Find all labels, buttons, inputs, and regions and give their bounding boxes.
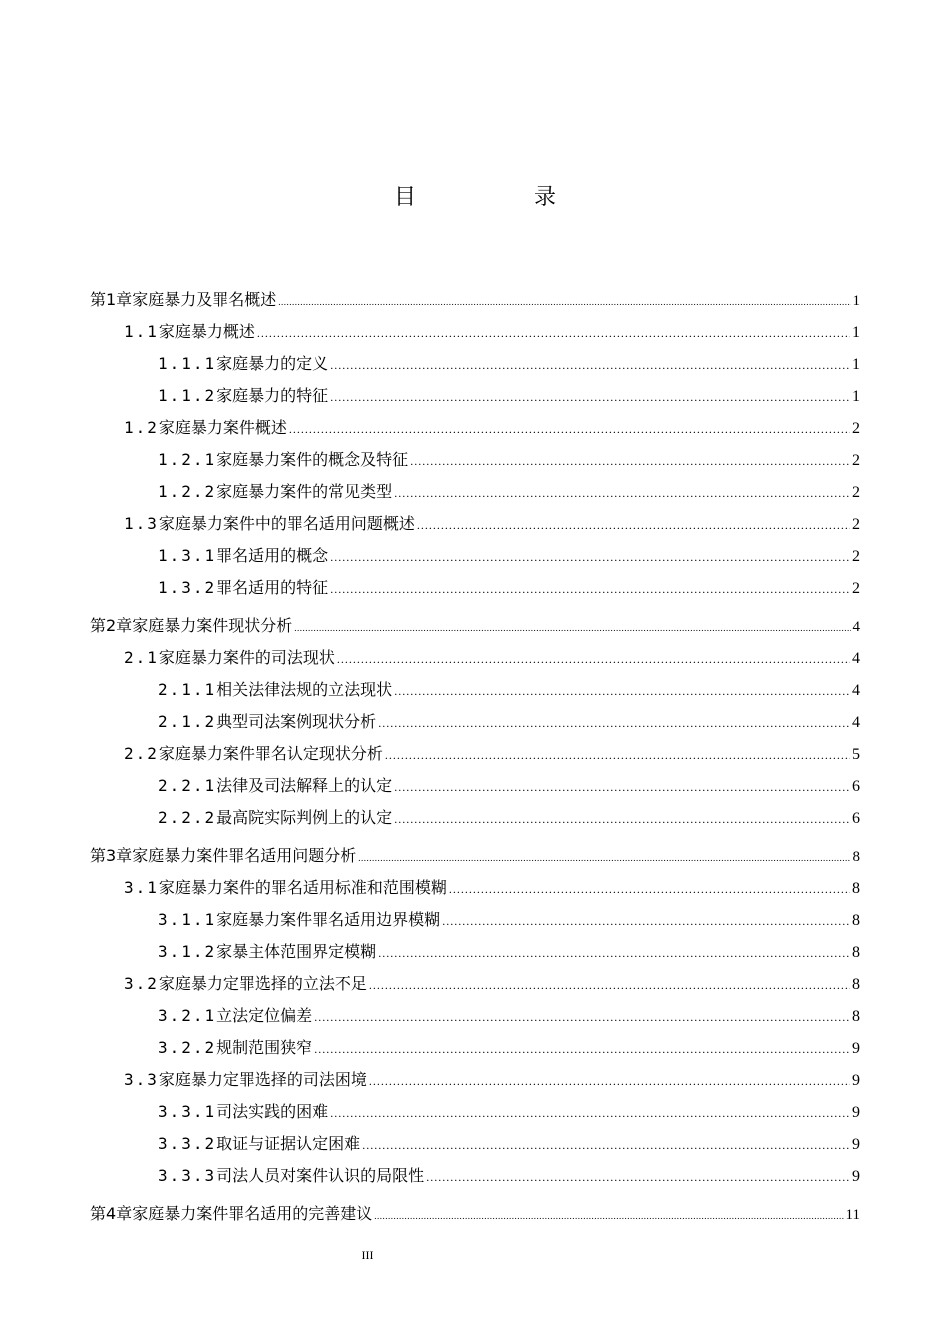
toc-page-number: 2 xyxy=(852,452,860,469)
toc-dot-leader xyxy=(394,675,850,707)
toc-entry-title: 家庭暴力概述 xyxy=(158,322,255,341)
toc-section-entry[interactable] xyxy=(90,508,860,540)
toc-dot-leader xyxy=(385,739,850,771)
toc-entry-number: 第4章 xyxy=(90,1204,133,1223)
toc-entry-number: 2.2.2 xyxy=(158,808,217,827)
toc-subsection-entry[interactable] xyxy=(90,1032,860,1064)
toc-dot-leader xyxy=(314,1033,850,1065)
toc-entry-number: 2.2 xyxy=(124,744,159,763)
toc-dot-leader xyxy=(378,707,850,739)
toc-section-entry[interactable] xyxy=(90,738,860,770)
toc-subsection-entry[interactable] xyxy=(90,674,860,706)
toc-dot-leader xyxy=(337,643,850,675)
toc-page-number: 8 xyxy=(852,976,860,993)
toc-dot-leader xyxy=(426,1161,850,1193)
toc-section-entry[interactable] xyxy=(90,642,860,674)
toc-subsection-entry[interactable] xyxy=(90,1096,860,1128)
toc-entry-title: 家暴主体范围界定模糊 xyxy=(216,942,377,961)
toc-page-number: 4 xyxy=(852,650,860,667)
toc-page-number: 9 xyxy=(852,1104,860,1121)
toc-subsection-entry[interactable] xyxy=(90,444,860,476)
toc-entry-title: 家庭暴力案件的概念及特征 xyxy=(216,450,409,469)
toc-dot-leader xyxy=(278,286,850,318)
toc-entry-number: 1.2 xyxy=(124,418,159,437)
toc-subsection-entry[interactable] xyxy=(90,348,860,380)
toc-entry-title: 家庭暴力案件中的罪名适用问题概述 xyxy=(158,514,415,533)
toc-dot-leader xyxy=(330,573,850,605)
toc-subsection-entry[interactable] xyxy=(90,380,860,412)
toc-entry-title: 规制范围狭窄 xyxy=(216,1038,313,1057)
toc-subsection-entry[interactable] xyxy=(90,802,860,834)
toc-entry-number: 1.1.1 xyxy=(158,354,217,373)
toc-dot-leader xyxy=(442,905,850,937)
toc-entry-number: 2.1.2 xyxy=(158,712,217,731)
toc-entry-title: 相关法律法规的立法现状 xyxy=(216,680,393,699)
toc-entry-title: 家庭暴力案件罪名认定现状分析 xyxy=(158,744,383,763)
toc-page-number: 4 xyxy=(852,619,860,635)
toc-page-number: 8 xyxy=(852,912,860,929)
toc-dot-leader xyxy=(374,1200,843,1232)
toc-entry-number: 1.1 xyxy=(124,322,159,341)
toc-entry-number: 1.2.2 xyxy=(158,482,217,501)
toc-dot-leader xyxy=(369,969,850,1001)
toc-entry-title: 家庭暴力案件的司法现状 xyxy=(158,648,335,667)
toc-page-number: 9 xyxy=(852,1136,860,1153)
toc-entry-number: 2.1 xyxy=(124,648,159,667)
toc-dot-leader xyxy=(358,842,850,874)
toc-entry-number: 1.1.2 xyxy=(158,386,217,405)
toc-entry-title: 罪名适用的概念 xyxy=(216,546,329,565)
toc-page-number: 8 xyxy=(852,1008,860,1025)
toc-subsection-entry[interactable] xyxy=(90,706,860,738)
toc-dot-leader xyxy=(369,1065,850,1097)
toc-page-number: 1 xyxy=(852,356,860,373)
toc-dot-leader xyxy=(289,413,850,445)
toc-subsection-entry[interactable] xyxy=(90,770,860,802)
toc-entry-number: 3.1.2 xyxy=(158,942,217,961)
toc-entry-title: 家庭暴力定罪选择的立法不足 xyxy=(158,974,367,993)
toc-dot-leader xyxy=(417,509,850,541)
toc-dot-leader xyxy=(330,381,850,413)
toc-dot-leader xyxy=(314,1001,850,1033)
toc-page-number: 2 xyxy=(852,516,860,533)
toc-entry-title: 家庭暴力的定义 xyxy=(216,354,329,373)
toc-entry-title: 家庭暴力的特征 xyxy=(216,386,329,405)
toc-dot-leader xyxy=(394,771,850,803)
toc-dot-leader xyxy=(330,541,850,573)
toc-dot-leader xyxy=(362,1129,850,1161)
toc-entry-title: 家庭暴力及罪名概述 xyxy=(132,290,277,309)
page-title: 目 录 xyxy=(393,185,604,210)
toc-page-number: 2 xyxy=(852,484,860,501)
toc-chapter-entry[interactable] xyxy=(90,610,860,642)
toc-entry-title: 家庭暴力案件的罪名适用标准和范围模糊 xyxy=(158,878,447,897)
toc-entry-number: 2.2.1 xyxy=(158,776,217,795)
toc-entry-number: 3.1 xyxy=(124,878,159,897)
toc-page-number: 11 xyxy=(845,1207,860,1223)
toc-subsection-entry[interactable] xyxy=(90,540,860,572)
toc-chapter-entry[interactable] xyxy=(90,1198,860,1230)
toc-section-entry[interactable] xyxy=(90,412,860,444)
toc-chapter-entry[interactable] xyxy=(90,840,860,872)
toc-entry-title: 家庭暴力案件的常见类型 xyxy=(216,482,393,501)
toc-page-number: 2 xyxy=(852,548,860,565)
toc-page-number: 4 xyxy=(852,714,860,731)
toc-subsection-entry[interactable] xyxy=(90,1128,860,1160)
toc-section-entry[interactable] xyxy=(90,968,860,1000)
toc-entry-title: 罪名适用的特征 xyxy=(216,578,329,597)
toc-subsection-entry[interactable] xyxy=(90,1000,860,1032)
toc-dot-leader xyxy=(294,612,850,644)
toc-entry-number: 第1章 xyxy=(90,290,133,309)
toc-dot-leader xyxy=(257,317,850,349)
toc-page-number: 2 xyxy=(852,580,860,597)
toc-entry-number: 3.3.1 xyxy=(158,1102,217,1121)
toc-chapter-entry[interactable] xyxy=(90,284,860,316)
toc-dot-leader xyxy=(394,477,850,509)
toc-entry-number: 3.3 xyxy=(124,1070,159,1089)
page-footer-number: III xyxy=(361,1248,374,1262)
toc-entry-title: 家庭暴力案件概述 xyxy=(158,418,287,437)
toc-entry-number: 第3章 xyxy=(90,846,133,865)
toc-entry-title: 家庭暴力案件罪名适用问题分析 xyxy=(132,846,357,865)
toc-dot-leader xyxy=(378,937,850,969)
toc-entry-title: 最高院实际判例上的认定 xyxy=(216,808,393,827)
toc-entry-number: 2.1.1 xyxy=(158,680,217,699)
toc-page-number: 1 xyxy=(852,388,860,405)
toc-page-number: 8 xyxy=(852,944,860,961)
toc-dot-leader xyxy=(394,803,850,835)
toc-page-number: 5 xyxy=(852,746,860,763)
toc-page-number: 9 xyxy=(852,1072,860,1089)
toc-subsection-entry[interactable] xyxy=(90,572,860,604)
toc-dot-leader xyxy=(330,1097,850,1129)
toc-section-entry[interactable] xyxy=(90,316,860,348)
toc-entry-number: 1.3.2 xyxy=(158,578,217,597)
toc-subsection-entry[interactable] xyxy=(90,936,860,968)
toc-entry-title: 取证与证据认定困难 xyxy=(216,1134,361,1153)
toc-entry-title: 司法人员对案件认识的局限性 xyxy=(216,1166,425,1185)
toc-dot-leader xyxy=(330,349,850,381)
toc-entry-title: 家庭暴力案件罪名适用边界模糊 xyxy=(216,910,441,929)
toc-page-number: 9 xyxy=(852,1040,860,1057)
toc-page-number: 2 xyxy=(852,420,860,437)
toc-page-number: 9 xyxy=(852,1168,860,1185)
toc-entry-title: 家庭暴力案件罪名适用的完善建议 xyxy=(132,1204,373,1223)
toc-page-number: 1 xyxy=(852,324,860,341)
toc-subsection-entry[interactable] xyxy=(90,904,860,936)
toc-page-number: 4 xyxy=(852,682,860,699)
toc-entry-title: 法律及司法解释上的认定 xyxy=(216,776,393,795)
toc-entry-number: 1.3 xyxy=(124,514,159,533)
toc-entry-title: 司法实践的困难 xyxy=(216,1102,329,1121)
toc-entry-title: 立法定位偏差 xyxy=(216,1006,313,1025)
toc-entry-number: 3.1.1 xyxy=(158,910,217,929)
toc-entry-number: 3.3.2 xyxy=(158,1134,217,1153)
toc-entry-title: 家庭暴力案件现状分析 xyxy=(132,616,293,635)
toc-dot-leader xyxy=(449,873,850,905)
toc-entry-number: 第2章 xyxy=(90,616,133,635)
toc-dot-leader xyxy=(410,445,850,477)
table-of-contents xyxy=(90,284,860,1230)
toc-page-number: 8 xyxy=(852,880,860,897)
toc-subsection-entry[interactable] xyxy=(90,1160,860,1192)
toc-section-entry[interactable] xyxy=(90,1064,860,1096)
toc-entry-number: 3.2 xyxy=(124,974,159,993)
toc-entry-title: 典型司法案例现状分析 xyxy=(216,712,377,731)
toc-entry-number: 3.2.2 xyxy=(158,1038,217,1057)
toc-page-number: 8 xyxy=(852,849,860,865)
toc-entry-number: 1.3.1 xyxy=(158,546,217,565)
toc-entry-number: 1.2.1 xyxy=(158,450,217,469)
toc-subsection-entry[interactable] xyxy=(90,476,860,508)
toc-entry-number: 3.3.3 xyxy=(158,1166,217,1185)
toc-page-number: 6 xyxy=(852,810,860,827)
toc-entry-number: 3.2.1 xyxy=(158,1006,217,1025)
toc-section-entry[interactable] xyxy=(90,872,860,904)
toc-entry-title: 家庭暴力定罪选择的司法困境 xyxy=(158,1070,367,1089)
toc-page-number: 6 xyxy=(852,778,860,795)
toc-page-number: 1 xyxy=(852,293,860,309)
